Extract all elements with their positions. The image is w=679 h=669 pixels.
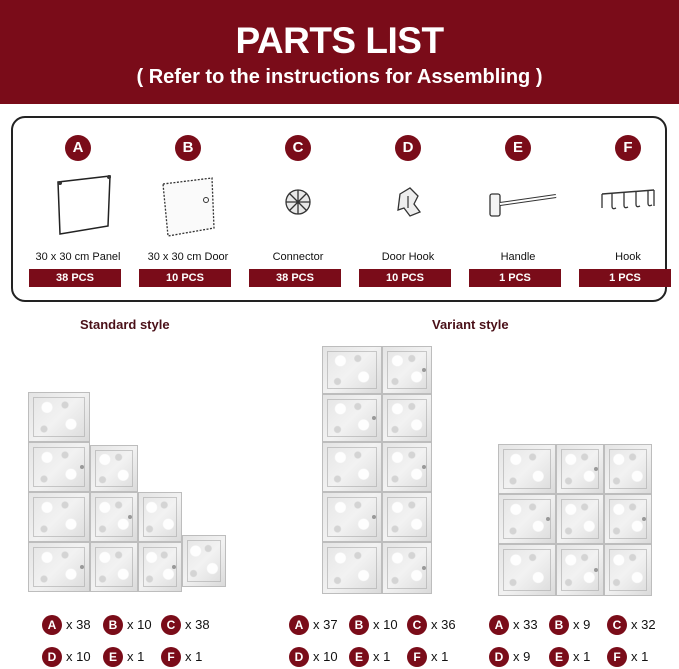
part-letter-badge: A [489, 615, 509, 635]
page-subtitle: ( Refer to the instructions for Assembling ) [136, 66, 543, 88]
door-panel-icon [148, 174, 228, 244]
shelf-cube-door [604, 494, 652, 544]
part-letter-badge: D [289, 647, 309, 667]
shelf-cube-door [28, 542, 90, 592]
part-count-text: x 38 [66, 617, 91, 632]
shelf-cube [138, 492, 182, 542]
shelf-cube-door [498, 494, 556, 544]
count-d [289, 647, 338, 667]
header-banner [0, 0, 679, 104]
part-letter-badge: E [549, 647, 569, 667]
count-c [407, 615, 456, 635]
part-count-text: x 1 [573, 649, 591, 664]
part-letter-badge: B [549, 615, 569, 635]
part-quantity: 10 PCS [359, 269, 451, 287]
shelf-cube-door [28, 442, 90, 492]
count-d [489, 647, 530, 667]
shelf-cube-door [382, 542, 432, 594]
part-name: Handle [500, 251, 536, 263]
part-quantity: 10 PCS [139, 269, 231, 287]
part-name: Hook [615, 251, 641, 263]
part-count-text: x 36 [431, 617, 456, 632]
part-d [353, 118, 463, 304]
part-letter-badge: B [349, 615, 369, 635]
shelf-cube [322, 346, 382, 394]
part-letter-badge: D [395, 135, 421, 161]
part-letter-badge: F [407, 647, 427, 667]
standard-style-label: Standard style [80, 317, 170, 332]
part-letter-badge: E [505, 135, 531, 161]
shelf-cube [604, 444, 652, 494]
count-b [349, 615, 398, 635]
part-name: Door Hook [381, 251, 435, 263]
parts-list-panel [11, 116, 667, 302]
shelf-cube [556, 494, 604, 544]
count-e [103, 647, 144, 667]
part-count-text: x 1 [373, 649, 391, 664]
shelf-cube [498, 444, 556, 494]
count-d [42, 647, 91, 667]
count-b [103, 615, 152, 635]
part-count-text: x 1 [431, 649, 449, 664]
shelf-cube-door [138, 542, 182, 592]
count-e [349, 647, 390, 667]
part-letter-badge: E [349, 647, 369, 667]
part-letter-badge: C [607, 615, 627, 635]
part-letter-badge: C [285, 135, 311, 161]
shelf-cube-door [556, 444, 604, 494]
part-letter-badge: B [103, 615, 123, 635]
part-f [573, 118, 679, 304]
part-letter-badge: B [175, 135, 201, 161]
variant-style-label: Variant style [432, 317, 509, 332]
shelf-cube [90, 542, 138, 592]
part-count-text: x 1 [631, 649, 649, 664]
hook-rack-icon [588, 174, 668, 244]
part-quantity: 1 PCS [469, 269, 561, 287]
shelf-cube [382, 492, 432, 542]
part-letter-badge: F [615, 135, 641, 161]
count-c [161, 615, 210, 635]
shelf-cube-door [90, 492, 138, 542]
part-count-text: x 9 [573, 617, 591, 632]
part-e [463, 118, 573, 304]
part-count-text: x 10 [373, 617, 398, 632]
part-letter-badge: D [42, 647, 62, 667]
door-hook-icon [368, 174, 448, 244]
part-count-text: x 37 [313, 617, 338, 632]
part-letter-badge: A [42, 615, 62, 635]
part-quantity: 38 PCS [29, 269, 121, 287]
part-letter-badge: E [103, 647, 123, 667]
part-count-text: x 10 [127, 617, 152, 632]
part-count-text: x 1 [127, 649, 145, 664]
part-letter-badge: A [65, 135, 91, 161]
shelf-cube-door [382, 346, 432, 394]
count-a [42, 615, 91, 635]
shelf-cube [322, 442, 382, 492]
count-f [161, 647, 202, 667]
page-title: PARTS LIST [235, 20, 444, 61]
shelf-cube [28, 492, 90, 542]
mallet-icon [478, 174, 558, 244]
part-name: 30 x 30 cm Door [147, 251, 229, 263]
part-letter-badge: C [161, 615, 181, 635]
part-count-text: x 38 [185, 617, 210, 632]
panel-icon [38, 174, 118, 244]
shelf-cube [28, 392, 90, 442]
shelf-cube [604, 544, 652, 596]
part-count-text: x 1 [185, 649, 203, 664]
part-count-text: x 9 [513, 649, 531, 664]
part-b [133, 118, 243, 304]
shelf-cube [90, 445, 138, 492]
count-f [407, 647, 448, 667]
part-c [243, 118, 353, 304]
count-c [607, 615, 656, 635]
part-count-text: x 32 [631, 617, 656, 632]
shelf-cube-door [322, 394, 382, 442]
part-letter-badge: A [289, 615, 309, 635]
part-name: Connector [272, 251, 324, 263]
shelf-cube [498, 544, 556, 596]
shelf-cube [382, 394, 432, 442]
shelf-cube [322, 542, 382, 594]
part-count-text: x 33 [513, 617, 538, 632]
count-f [607, 647, 648, 667]
part-letter-badge: F [607, 647, 627, 667]
count-a [289, 615, 338, 635]
shelf-cube-door [322, 492, 382, 542]
count-b [549, 615, 590, 635]
count-e [549, 647, 590, 667]
part-name: 30 x 30 cm Panel [35, 251, 121, 263]
part-count-text: x 10 [66, 649, 91, 664]
part-quantity: 38 PCS [249, 269, 341, 287]
count-a [489, 615, 538, 635]
shelf-cube-door [556, 544, 604, 596]
part-letter-badge: F [161, 647, 181, 667]
part-a [23, 118, 133, 304]
shelf-cube [182, 535, 226, 587]
shelf-cube-door [382, 442, 432, 492]
part-letter-badge: C [407, 615, 427, 635]
connector-icon [258, 174, 338, 244]
part-letter-badge: D [489, 647, 509, 667]
part-quantity: 1 PCS [579, 269, 671, 287]
part-count-text: x 10 [313, 649, 338, 664]
